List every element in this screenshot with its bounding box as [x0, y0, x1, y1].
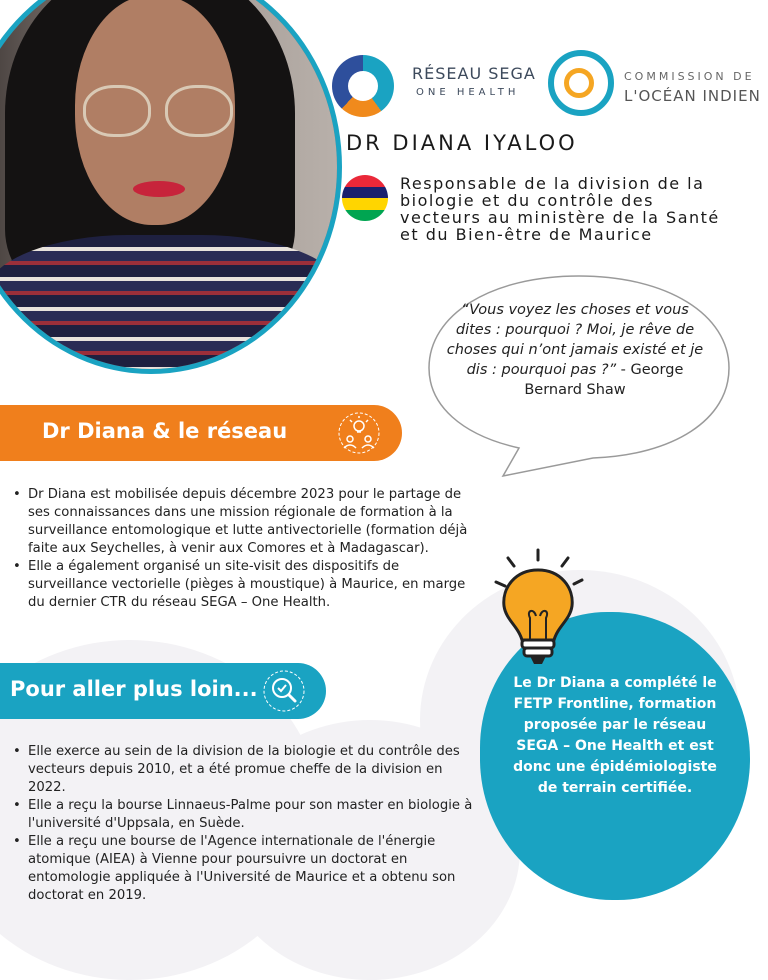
section-network-title: Dr Diana & le réseau [42, 419, 288, 443]
coi-logo-title: COMMISSION DE [624, 70, 755, 83]
flag-stripe [342, 210, 388, 222]
list-item: • Elle a reçu une bourse de l'Agence internationale de l'énergie atomique (AIEA) à Vienne pour poursuivre un doctorat en entomologie appliquée à l'Université de Maurice et a obtenu son doctorat en 2019. [8, 833, 476, 905]
lightbulb-icon [490, 548, 590, 672]
sega-logo-subtitle: ONE HEALTH [416, 87, 520, 98]
profile-name: DR DIANA IYALOO [346, 131, 578, 155]
section-more-title: Pour aller plus loin... [10, 677, 258, 701]
coi-logo [548, 50, 614, 116]
sega-logo [332, 55, 394, 117]
magnifier-check-icon [262, 669, 306, 713]
coi-logo-subtitle: L'OCÉAN INDIEN [624, 87, 761, 105]
portrait-photo [0, 0, 342, 374]
list-item: • Elle a reçu la bourse Linnaeus-Palme pour son master en biologie à l'université d'Uppsala, en Suède. [8, 797, 476, 833]
flag-stripe [342, 187, 388, 199]
section-more-list [8, 743, 476, 905]
quote [445, 300, 705, 400]
list-item: • Elle exerce au sein de la division de la biologie et du contrôle des vecteurs depuis 2010, et a été promue cheffe de la division en 2022. [8, 743, 476, 797]
flag-stripe [342, 175, 388, 187]
section-more-header [0, 663, 326, 719]
sega-logo-title: RÉSEAU SEGA [412, 64, 536, 83]
section-network-list [8, 486, 476, 612]
lightbulb-people-icon [337, 411, 381, 455]
quote-author: - George Bernard Shaw [524, 362, 684, 398]
profile-role: Responsable de la division de la biologie et du contrôle des vecteurs au ministère de la Santé et du Bien-être de Maurice [400, 174, 720, 244]
flag-stripe [342, 198, 388, 210]
callout-text: Le Dr Diana a complété le FETP Frontline, formation proposée par le réseau SEGA – One Health et est donc une épidémiologiste de terrain certifiée. [513, 675, 717, 796]
list-item: • Elle a également organisé un site-visit des dispositifs de surveillance vectorielle (pièges à moustique) à Maurice, en marge du dernier CTR du réseau SEGA – One Health. [8, 558, 476, 612]
quote-text: “Vous voyez les choses et vous dites : pourquoi ? Moi, je rêve de choses qui n’ont jamais existé et je dis : pourquoi pas ?” [446, 302, 704, 378]
list-item: • Dr Diana est mobilisée depuis décembre 2023 pour le partage de ses connaissances dans une mission régionale de formation à la surveillance entomologique et lutte antivectorielle (formation déjà faite aux Seychelles, à venir aux Comores et à Madagascar). [8, 486, 476, 558]
mauritius-flag-icon [342, 175, 388, 221]
section-network-header [0, 405, 402, 461]
